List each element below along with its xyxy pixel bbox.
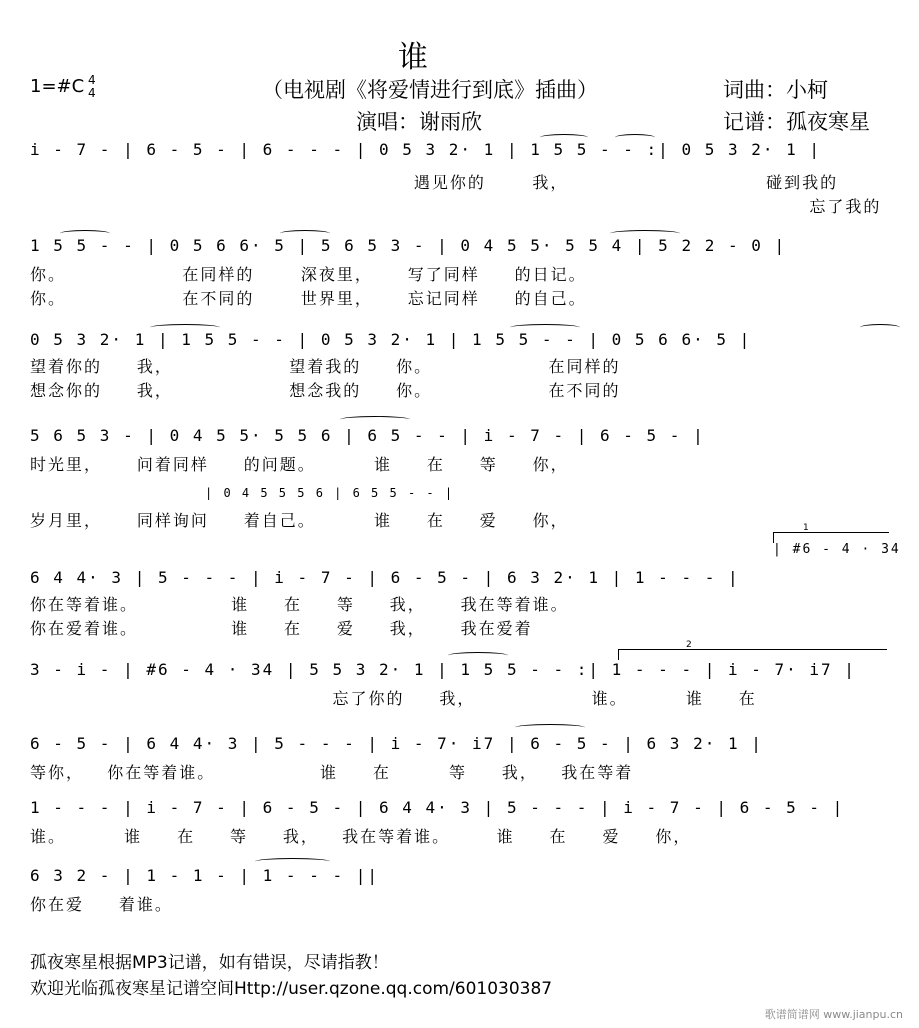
time-signature-top: 4 [88,73,96,87]
song-title: 谁 [398,40,428,75]
notation-line: 6 3 2 - | 1 - 1 - | 1 - - - || [30,866,379,885]
notation-line: i - 7 - | 6 - 5 - | 6 - - - | 0 5 3 2· 1 | 1 5 5 - - :| 0 5 3 2· 1 | [30,140,822,159]
volta-1-number: 1 [803,523,809,533]
lyrics-verse-2: 岁月里， 同样询问 着自己。 谁 在 爱 你， [30,511,569,530]
lyrics-verse-1: 忘了你的 我， 谁。 谁 在 [30,689,757,708]
notation-line: 0 5 3 2· 1 | 1 5 5 - - | 0 5 3 2· 1 | 1 5 5 - - | 0 5 6 6· 5 | [30,330,752,349]
lyrics-verse-2: 你在爱着谁。 谁 在 爱 我， 我在爱着 [30,619,533,638]
notation-line: 1 - - - | i - 7 - | 6 - 5 - | 6 4 4· 3 | 5 - - - | i - 7 - | 6 - 5 - | [30,798,845,817]
song-subtitle: （电视剧《将爱情进行到底》插曲） [262,78,598,102]
volta-1-notation: | #6 - 4 · 34 [773,542,901,557]
notator: 记谱：孤夜寒星 [723,110,870,134]
time-signature [88,74,96,100]
lyrics-verse-1: 望着你的 我， 望着我的 你。 在同样的 [30,357,621,376]
lyrics-verse-2: 忘了我的 [30,197,882,216]
slur [255,858,330,865]
site-watermark: 歌谱简谱网 www.jianpu.cn [764,1008,903,1021]
lyrics-verse-1: 时光里， 问着同样 的问题。 谁 在 等 你， [30,455,569,474]
volta-2-number: 2 [686,640,692,650]
lyrics-verse-1: 你在等着谁。 谁 在 等 我， 我在等着谁。 [30,595,569,614]
notator-note: 孤夜寒星根据MP3记谱，如有错误，尽请指教！ [30,953,389,973]
slur [340,416,410,423]
lyrics-verse-1: 谁。 谁 在 等 我， 我在等着谁。 谁 在 爱 你， [30,827,692,846]
notation-line: 5 6 5 3 - | 0 4 5 5· 5 5 6 | 6 5 - - | i - 7 - | 6 - 5 - | [30,426,705,445]
key-signature: 1=#C [30,76,85,97]
slur [515,724,585,731]
slur [860,324,900,331]
notation-line: 3 - i - | #6 - 4 · 34 | 5 5 3 2· 1 | 1 5 5 - - :| 1 - - - | i - 7· i7 | [30,660,856,679]
notation-line: 1 5 5 - - | 0 5 6 6· 5 | 5 6 5 3 - | 0 4 5 5· 5 5 4 | 5 2 2 - 0 | [30,236,787,255]
lyrics-verse-2: 你。 在不同的 世界里， 忘记同样 的自己。 [30,289,587,308]
volta-2-bracket [618,649,887,660]
lyrics-verse-2: 想念你的 我， 想念我的 你。 在不同的 [30,381,621,400]
lyricist-composer: 词曲：小柯 [723,78,828,102]
lyrics-verse-1: 你在爱 着谁。 [30,895,173,914]
notation-line: 6 - 5 - | 6 4 4· 3 | 5 - - - | i - 7· i7 | 6 - 5 - | 6 3 2· 1 | [30,734,763,753]
time-signature-bottom: 4 [88,86,96,100]
lyrics-verse-1: 你。 在同样的 深夜里， 写了同样 的日记。 [30,265,587,284]
notation-line: 6 4 4· 3 | 5 - - - | i - 7 - | 6 - 5 - | 6 3 2· 1 | 1 - - - | [30,568,740,587]
notator-website[interactable]: 欢迎光临孤夜寒星记谱空间Http://user.qzone.qq.com/601030387 [30,979,553,999]
singer: 演唱：谢雨欣 [356,110,482,134]
lyrics-verse-1: 等你， 你在等着谁。 谁 在 等 我， 我在等着 [30,763,634,782]
lyrics-verse-1: 遇见你的 我， 碰到我的 [30,173,839,192]
slur [448,652,508,659]
alternate-notation: | 0 4 5 5 5 6 | 6 5 5 - - | [205,486,455,500]
